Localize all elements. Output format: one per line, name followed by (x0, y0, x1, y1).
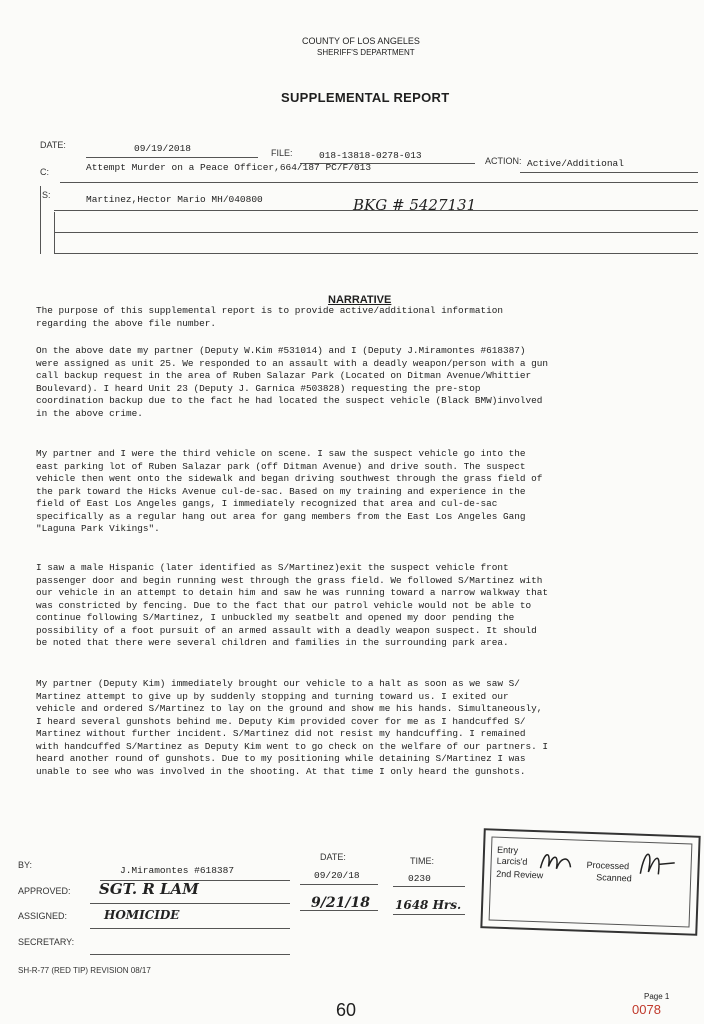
narrative-heading: NARRATIVE (328, 294, 392, 306)
narrative-paragraph: My partner (Deputy Kim) immediately brought our vehicle to a halt as soon as we saw S/ Martinez attempt to give up by suddenly stopping and turning toward us. I exited our vehicle and ordered S/Martinez to lay on the ground and show me his hands. Simultaneously, I heard several gunshots behind me. Deputy Kim provided cover for me as I handcuffed S/ Martinez without further incident. S/Martinez did not resist my handcuffing. I remained with handcuffed S/Martinez as Deputy Kim went to go check on the welfare of our partners. I heard another round of gunshots. Due to my positioning while detaining S/Martinez I was unable to see who was involved in the shooting. At that time I only heard the gunshots. (36, 678, 548, 777)
author-value: J.Miramontes #618387 (120, 865, 235, 876)
action-value: Active/Additional (527, 158, 624, 169)
file-value: 018-13818-0278-013 (319, 150, 422, 161)
time-line (393, 886, 465, 887)
page-label: Page 1 (644, 992, 670, 1001)
date-footer-line (300, 884, 378, 885)
stamp-scanned-scribble (634, 846, 679, 882)
agency-department: SHERIFF'S DEPARTMENT (317, 48, 415, 57)
approved-time: 1648 Hrs. (395, 898, 462, 912)
date-footer-label: DATE: (320, 852, 346, 862)
fields-left-border (40, 186, 41, 254)
approved-date: 9/21/18 (311, 895, 370, 911)
s-label: S: (42, 190, 51, 200)
assigned-line (90, 928, 290, 929)
secretary-line (90, 954, 290, 955)
date-line (86, 157, 258, 158)
narrative-paragraph: The purpose of this supplemental report is to provide active/additional information regarding the above file number. (36, 305, 503, 329)
stamp-initials-scribble (536, 846, 577, 877)
stamp-processed-label: Processed (586, 859, 630, 872)
approved-label: APPROVED: (18, 886, 71, 896)
narrative-paragraph: I saw a male Hispanic (later identified as S/Martinez)exit the suspect vehicle front passenger door and begin running west through the grass field. We followed S/Martinez with our vehicle in an attempt to detain him and saw he was running toward a narrow walkway that was constricted by fencing. Due to the fact that our patrol vehicle would not be able to continue following S/Martinez, I unbuckled my seatbelt and opened my door pending the possibility of a foot pursuit of an armed assault with a deadly weapon suspect. It should be noted that there were several children and families in the surrounding park area. (36, 562, 548, 648)
assigned-label: ASSIGNED: (18, 911, 68, 921)
secretary-label: SECRETARY: (18, 937, 75, 947)
suspect-line (54, 210, 698, 211)
date-label: DATE: (40, 140, 66, 150)
c-label: C: (40, 167, 49, 177)
approved-date-line (300, 910, 378, 911)
approved-line (90, 903, 290, 904)
time-value: 0230 (408, 873, 431, 884)
processing-stamp (480, 828, 700, 936)
suspect-value: Martinez,Hector Mario MH/040800 (86, 194, 263, 205)
action-label: ACTION: (485, 156, 522, 166)
date-footer-value: 09/20/18 (314, 870, 360, 881)
approved-signature: SGT. R LAM (99, 880, 199, 898)
action-line (520, 172, 698, 173)
narrative-paragraph: On the above date my partner (Deputy W.Kim #531014) and I (Deputy J.Miramontes #618387) were assigned as unit 25. We responded to an assault with a deadly weapon/person with a gun call backup request in the area of Ruben Salazar Park (Located on Ditman Avenue/Whittier Boulevard). I heard Unit 23 (Deputy J. Garnica #503828) requesting the pre-stop coordination backup due to the fact he had located the suspect vehicle (Black BMW)involved in the above crime. (36, 345, 548, 419)
stamp-larcis-label: Larcis'd (496, 855, 528, 867)
report-title: SUPPLEMENTAL REPORT (281, 90, 450, 105)
file-label: FILE: (271, 148, 293, 158)
stamp-entry-label: Entry (496, 844, 519, 856)
blank-line-1 (54, 232, 698, 233)
date-value: 09/19/2018 (134, 143, 192, 154)
booking-number-handwritten: BKG # 5427131 (353, 196, 477, 214)
fields-inner-border (54, 212, 55, 254)
narrative-paragraph: My partner and I were the third vehicle on scene. I saw the suspect vehicle go into the east parking lot of Ruben Salazar park (off Ditman Avenue) and drive south. The suspect vehicle then went onto the sidewalk and began driving southwest through the grass field of the park toward the Hicks Avenue cul-de-sac. Based on my training and experience in the field of East Los Angeles gangs, I immediately recognized that area and cul-de-sac specifically as a regular hang out area for gang members from the East Los Angeles Gang "Laguna Park Vikings". (36, 448, 543, 534)
charge-value: Attempt Murder on a Peace Officer,664/187 PC/F/013 (86, 162, 372, 173)
charge-line (60, 182, 698, 183)
blank-line-2 (54, 253, 698, 254)
agency-name: COUNTY OF LOS ANGELES (302, 36, 420, 46)
page-number: 60 (336, 1000, 357, 1020)
stamp-review-label: 2nd Review (496, 868, 544, 881)
by-label: BY: (18, 860, 33, 870)
time-label: TIME: (410, 856, 434, 866)
approved-time-line (393, 914, 465, 915)
stamp-scanned-label: Scanned (595, 872, 632, 884)
assigned-value: HOMICIDE (104, 908, 180, 922)
bates-number: 0078 (632, 1002, 661, 1017)
form-number: SH-R-77 (RED TIP) REVISION 08/17 (18, 966, 151, 975)
